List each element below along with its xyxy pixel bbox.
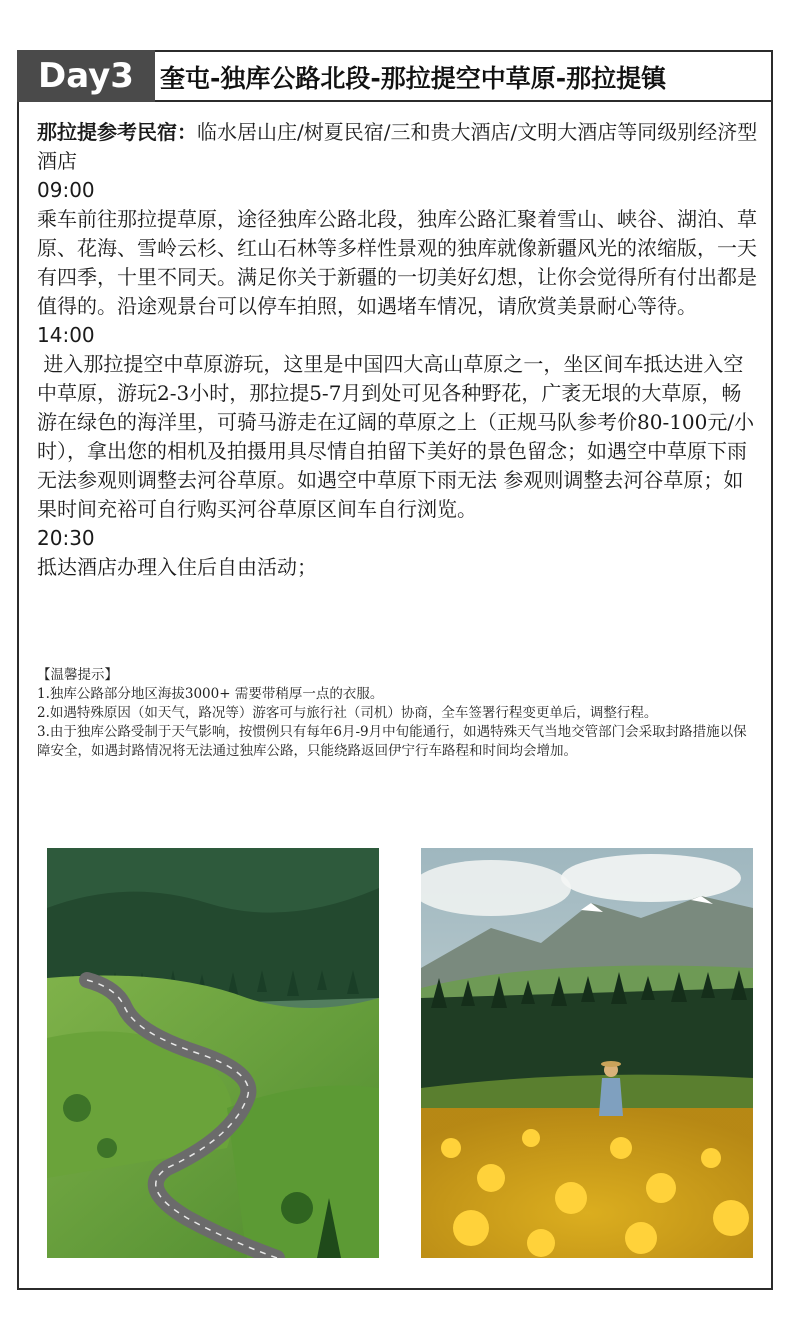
hotel-list: 临水居山庄/树夏民宿/三和贵大酒店/文明大酒店等同级别经济型酒店 [37,120,758,173]
tip-item: 1.独库公路部分地区海拔3000+ 需要带稍厚一点的衣服。 [37,686,384,702]
day-badge: Day3 [17,50,155,102]
tips-title: 【温馨提示】 [37,667,118,683]
schedule-description: 抵达酒店办理入住后自由活动； [37,555,317,579]
schedule-time: 09:00 [37,178,95,202]
route-title: 奎屯-独库公路北段-那拉提空中草原-那拉提镇 [160,64,667,93]
schedule-time: 20:30 [37,526,95,550]
hotel-paragraph [37,118,759,176]
flower-meadow-illustration [421,848,753,1258]
tips-section [37,666,759,761]
winding-road-illustration [47,848,379,1258]
tip-item: 2.如遇特殊原因（如天气，路况等）游客可与旅行社（司机）协商，全车签署行程变更单后，调整行程。 [37,705,658,721]
schedule-description: 进入那拉提空中草原游玩，这里是中国四大高山草原之一，坐区间车抵达进入空中草原，游玩2-3小时，那拉提5-7月到处可见各种野花，广袤无垠的大草原，畅游在绿色的海洋里，可骑马游走在辽阔的草原之上（正规马队参考价80-100元/小时），拿出您的相机及拍摄用具尽情自拍留下美好的景色留念；如遇空中草原下雨无法参观则调整去河谷草原。如遇空中草原下雨无法 参观则调整去河谷草原；如果时间充裕可自行购买河谷草原区间车自行浏览。 [37,352,755,521]
schedule-description: 乘车前往那拉提草原，途径独库公路北段，独库公路汇聚着雪山、峡谷、湖泊、草原、花海、雪岭云杉、红山石林等多样性景观的独库就像新疆风光的浓缩版，一天有四季，十里不同天。满足你关于新疆的一切美好幻想，让你会觉得所有付出都是值得的。沿途观景台可以停车拍照，如遇堵车情况，请欣赏美景耐心等待。 [37,207,757,318]
title-divider [155,100,773,102]
hotel-label: 那拉提参考民宿： [37,120,197,144]
tip-item: 3.由于独库公路受制于天气影响，按惯例只有每年6月-9月中旬能通行，如遇特殊天气当地交管部门会采取封路措施以保障安全，如遇封路情况将无法通过独库公路，只能绕路返回伊宁行车路程和时间均会增加。 [37,724,747,759]
winding-road-photo [47,848,379,1258]
itinerary-content [37,118,759,582]
schedule-time: 14:00 [37,323,95,347]
flower-meadow-photo [421,848,753,1258]
